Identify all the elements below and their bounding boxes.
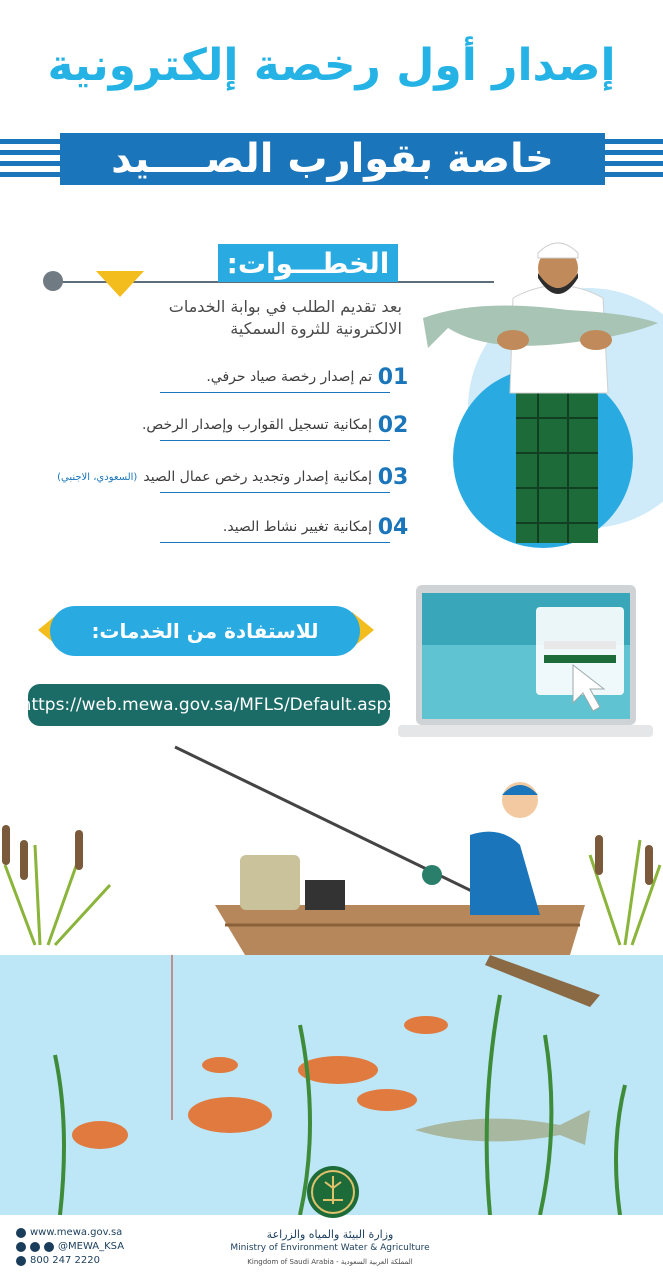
step-item bbox=[57, 462, 410, 492]
step-text: إمكانية إصدار وتجديد رخص عمال الصيد bbox=[143, 469, 372, 485]
step-note: (السعودي، الاجنبي) bbox=[57, 471, 138, 483]
step-underline bbox=[160, 542, 390, 543]
step-underline bbox=[160, 492, 390, 493]
steps-dot bbox=[43, 271, 63, 291]
benefit-banner: للاستفادة من الخدمات: bbox=[50, 606, 360, 656]
laptop-illustration bbox=[398, 585, 653, 745]
website-row[interactable] bbox=[16, 1226, 124, 1240]
step-item bbox=[206, 362, 410, 392]
service-link[interactable]: https://web.mewa.gov.sa/MFLS/Default.aspx bbox=[28, 684, 390, 726]
step-number: 02 bbox=[377, 412, 409, 438]
fisherman-illustration bbox=[418, 228, 663, 548]
ministry-name-en: Ministry of Environment Water & Agriculture bbox=[230, 1243, 430, 1253]
globe-icon bbox=[16, 1228, 26, 1238]
page-title: إصدار أول رخصة إلكترونية bbox=[47, 40, 616, 91]
instagram-icon bbox=[44, 1242, 54, 1252]
step-item bbox=[142, 410, 410, 440]
kingdom-label: Kingdom of Saudi Arabia - المملكة العربية السعودية bbox=[247, 1258, 413, 1266]
facebook-icon bbox=[30, 1242, 40, 1252]
steps-heading: الخطـــوات: bbox=[218, 244, 398, 282]
step-item bbox=[223, 512, 410, 542]
phone-icon bbox=[16, 1256, 26, 1266]
step-underline bbox=[160, 440, 390, 441]
contact-info bbox=[16, 1226, 124, 1268]
step-number: 03 bbox=[377, 464, 409, 490]
social-handle: @MEWA_KSA bbox=[58, 1241, 125, 1252]
step-number: 01 bbox=[377, 364, 409, 390]
step-text: تم إصدار رخصة صياد حرفي. bbox=[206, 369, 372, 385]
twitter-icon bbox=[16, 1242, 26, 1252]
social-row[interactable] bbox=[16, 1240, 124, 1254]
step-text: إمكانية تسجيل القوارب وإصدار الرخص. bbox=[141, 417, 372, 433]
page-subtitle: خاصة بقوارب الصــــيد bbox=[111, 136, 554, 182]
step-underline bbox=[160, 392, 390, 393]
website-text: www.mewa.gov.sa bbox=[30, 1227, 123, 1238]
phone-row[interactable] bbox=[16, 1254, 124, 1268]
step-number: 04 bbox=[377, 514, 409, 540]
step-text: إمكانية تغيير نشاط الصيد. bbox=[222, 519, 372, 535]
ministry-name-ar: وزارة البيئة والمياه والزراعة bbox=[266, 1228, 394, 1241]
ministry-logo bbox=[295, 1160, 371, 1230]
fishing-scene-illustration bbox=[0, 745, 663, 1215]
steps-triangle bbox=[96, 271, 144, 297]
phone-number: 800 247 2220 bbox=[30, 1255, 100, 1266]
subtitle-banner bbox=[60, 133, 605, 185]
steps-intro: بعد تقديم الطلب في بوابة الخدمات الالكترونية للثروة السمكية bbox=[168, 297, 402, 338]
